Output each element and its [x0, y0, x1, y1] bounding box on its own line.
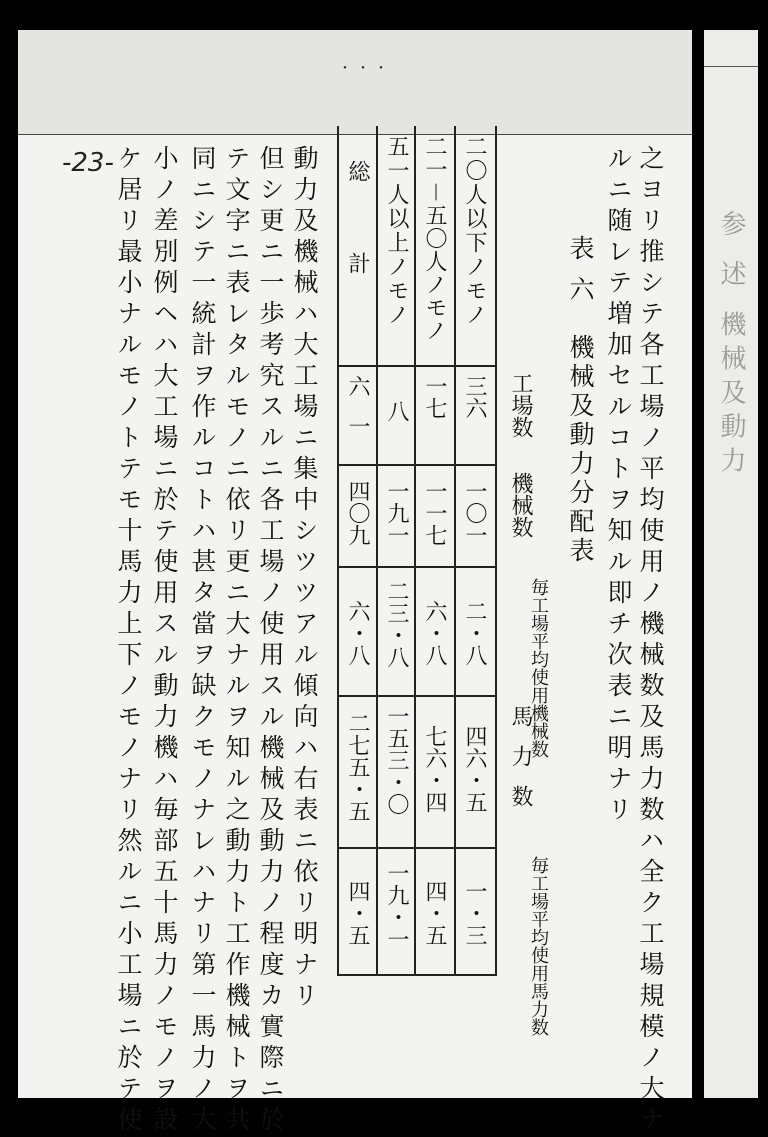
row-label: 五一人以上ノモノ [384, 135, 409, 327]
table-cell: 七六・四 [422, 725, 447, 813]
table-cell: 一七 [422, 375, 447, 419]
table-cell: 二・八 [462, 600, 487, 666]
table-cell: 四・五 [345, 880, 370, 946]
header-marks: ・・・ [338, 61, 392, 77]
body-line-3: テ文字ニ表レタルモノニ依リ更ニ大ナルヲ知ル之動力ト工作機械トヲ共 [222, 145, 251, 1137]
header-divider [18, 134, 692, 135]
table-cell: 一・三 [462, 880, 487, 946]
intro-line-1: 之ヨリ推シテ各工場ノ平均使用ノ機械数及馬力数ハ全ク工場規模ノ大ナ [636, 145, 665, 1137]
table-cell: 六・八 [422, 600, 447, 666]
table-cell: 一五三・〇 [384, 705, 409, 815]
strip-divider [704, 66, 758, 67]
body-line-2: 但シ更ニ一歩考究スルニ各工場ノ使用スル機械及動力ノ程度カ實際ニ於 [256, 145, 285, 1137]
table-cell: 六・八 [345, 600, 370, 666]
header-machines: 機械数 [508, 472, 533, 538]
adjacent-page-strip [704, 30, 758, 1098]
header-avg-horsepower: 毎工場平均使用馬力数 [528, 856, 549, 1036]
body-line-1: 動力及機械ハ大工場ニ集中シツツアル傾向ハ右表ニ依リ明ナリ [290, 145, 319, 1013]
table-cell: 八 [384, 400, 409, 422]
table-cell: 三六 [462, 375, 487, 419]
row-label: 二〇人以下ノモノ [462, 135, 487, 327]
body-line-6: ケ居リ最小ナルモノトテモ十馬力上下ノモノナリ然ルニ小工場ニ於テ使 [114, 145, 143, 1137]
table-cell: 二七五・五 [345, 712, 370, 822]
table-cell: 四六・五 [462, 725, 487, 813]
table-cell: 一一七 [422, 480, 447, 546]
table-cell: 一〇一 [462, 480, 487, 546]
table-cell: 一九一 [384, 480, 409, 546]
table-title: 表 六 機械及動力分配表 [566, 235, 595, 566]
row-label-total: 総計 [345, 160, 370, 344]
header-horsepower: 馬力数 [508, 705, 533, 825]
table-cell: 四〇九 [345, 480, 370, 546]
intro-line-2: ルニ随レテ増加セルコトヲ知ル即チ次表ニ明ナリ [604, 145, 633, 827]
body-line-4: 同ニシテ一統計ヲ作ルコトハ甚タ當ヲ缺クモノナレハナリ第一馬力ノ大 [188, 145, 217, 1137]
header-avg-machines: 毎工場平均使用機械数 [528, 578, 549, 758]
page-header-area [18, 30, 692, 134]
row-label: 二一－五〇人ノモノ [422, 135, 447, 343]
body-line-5: 小ノ差別例ヘハ大工場ニ於テ使用スル動力機ハ毎部五十馬力ノモノヲ設 [150, 145, 179, 1137]
page-number: -23- [62, 148, 114, 178]
table-cell: 一九・一 [384, 862, 409, 950]
table-cell: 四・五 [422, 880, 447, 946]
table-cell: 二三・八 [384, 580, 409, 668]
header-factories: 工場数 [508, 372, 533, 438]
adjacent-page-text: 参 述 機械及動力 [716, 210, 746, 481]
table-cell: 六一 [345, 375, 370, 455]
